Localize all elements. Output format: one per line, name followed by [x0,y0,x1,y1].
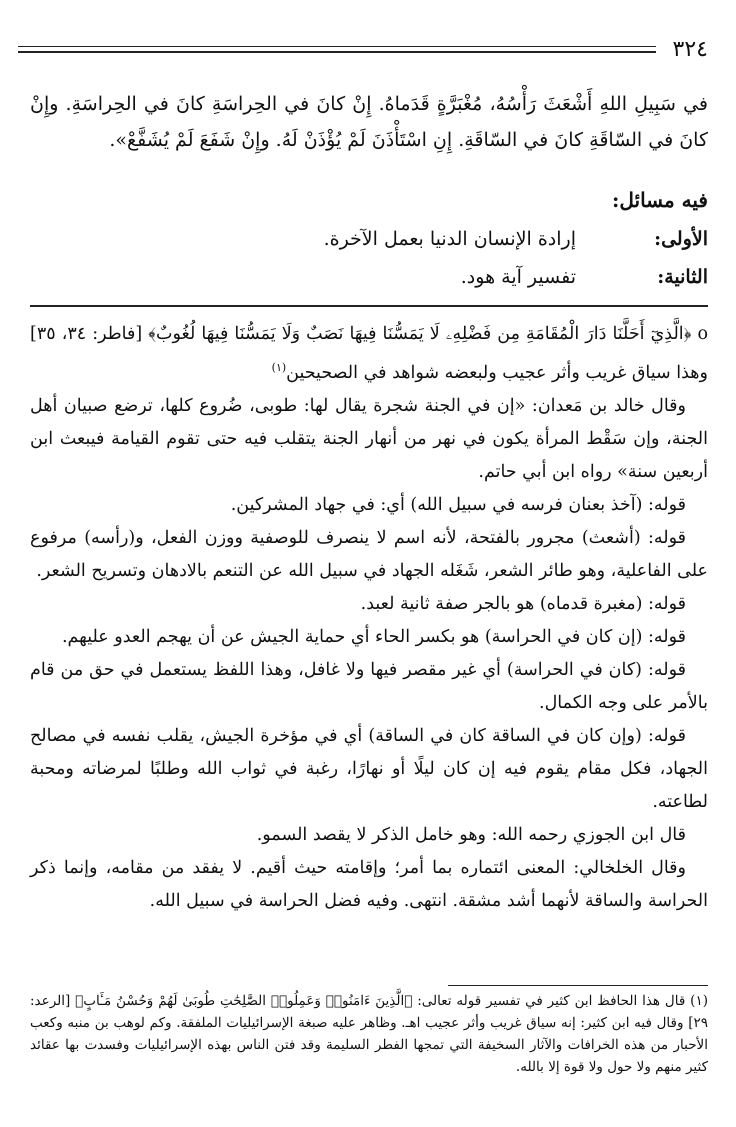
paragraph: وقال خالد بن مَعدان: «إن في الجنة شجرة يقال لها: طوبى، ضُروع كلها، ترضع صبيان أهل الجنة، وإن سَقْط المرأة يكون في نهر من أنهار الجنة يتقلب فيه حتى تقوم القيامة فيبعث ابن أربعين سنة» رواه ابن أبي حاتم. [30,395,708,482]
masail-title: فيه مسائل: [611,188,708,212]
paragraph: قال ابن الجوزي رحمه الله: وهو خامل الذكر لا يقصد السمو. [256,824,686,845]
paragraph: قوله: (إن كان في الحراسة) هو بكسر الحاء أي حماية الجيش عن أن يهجم العدو عليهم. [61,626,686,647]
header-rule-thin [18,46,656,47]
paragraph: قوله: (آخذ بعنان فرسه في سبيل الله) أي: في جهاد المشركين. [230,494,686,515]
commentary [30,318,708,918]
paragraph: قوله: (مغبرة قدماه) هو بالجر صفة ثانية لعبد. [360,593,686,614]
masail-first-key: الأولى: [654,228,708,250]
masail-second-value: تفسير آية هود. [460,266,576,288]
paragraph: قوله: (كان في الحراسة) أي غير مقصر فيها ولا غافل، وهذا اللفظ يستعمل في حق من قام بالأمر على وجه الكمال. [30,659,708,713]
paragraph: قوله: (وإن كان في الساقة كان في الساقة) أي في مؤخرة الجيش، يقلب نفسه في مصالح الجهاد، فكل مقام يقوم فيه إن كان ليلًا أو نهارًا، رغبة في ثواب الله وطلبًا لمرضاته ومحبة لطاعته. [30,725,708,812]
footnotes [30,990,708,1078]
paragraph: قوله: (أشعث) مجرور بالفتحة، لأنه اسم لا ينصرف للوصفية ووزن الفعل، و(رأسه) مرفوع على الفاعلية، وهو طائر الشعر، شَغَله الجهاد في سبيل الله عن التنعم بالادهان وتسريح الشعر. [30,527,708,581]
masail-first-value: إرادة الإنسان الدنيا بعمل الآخرة. [323,228,576,250]
page-header [18,38,708,62]
section-divider [30,305,708,307]
masail-second [30,266,708,300]
paragraph [30,318,708,390]
page-number: ٣٢٤ [665,38,708,62]
masail-first [30,228,708,262]
footnote-ref[interactable]: (١) [271,361,287,374]
quran-verse-text: o ﴿الَّذِيٓ أَحَلَّنَا دَارَ الْمُقَامَةِ مِن فَضْلِهِۦ لَا يَمَسُّنَا فِيهَا نَصَبٌ وَلَا يَمَسُّنَا فِيهَا لُغُوبٌ﴾ [فاطر: ٣٤، ٣٥] وهذا سياق غريب وأثر عجيب ولبعضه شواهد في الصحيحين [30,324,708,383]
paragraph: وقال الخلخالي: المعنى ائتماره بما أمر؛ وإقامته حيث أقيم. لا يفقد من مقامه، وإنما ذكر الحراسة والساقة لأنهما أشد مشقة. انتهى. وفيه فضل الحراسة في سبيل الله. [30,857,708,911]
masail-second-key: الثانية: [657,266,708,288]
footnote-rule [448,985,708,986]
hadith-continuation: في سَبِيلِ اللهِ أَشْعَثَ رَأْسُهُ، مُغْبَرَّةٍ قَدَماهُ. إِنْ كانَ في الحِراسَةِ كانَ في الحِراسَةِ. وإِنْ كانَ في السّاقَةِ كانَ في السّاقَةِ. إِنِ اسْتَأْذَنَ لَمْ يُؤْذَنْ لَهُ. وإِنْ شَفَعَ لَمْ يُشَفَّعْ». [30,93,708,151]
header-rule-thick [18,51,656,53]
footnote-1: (١) قال هذا الحافظ ابن كثير في تفسير قوله تعالى: ﴿الَّذِينَ ءَامَنُوا۟ وَعَمِلُوا۟ الصَّٰلِحَٰتِ طُوبَىٰ لَهُمْ وَحُسْنُ مَـَٔابٍ﴾ [الرعد: ٢٩] وقال فيه ابن كثير: إنه سياق غريب وأثر عجيب اهـ. وظاهر عليه صبغة الإسرائيليات الملفقة. وكم لوهب بن منبه وكعب الأحبار من هذه الخرافات والآثار السخيفة التي تمجها الفطر السليمة وقد فتن الناس بهذه الإسرائيليات وفسدت بها عقائد كثير منهم ولا حول ولا قوة إلا بالله. [30,993,708,1075]
